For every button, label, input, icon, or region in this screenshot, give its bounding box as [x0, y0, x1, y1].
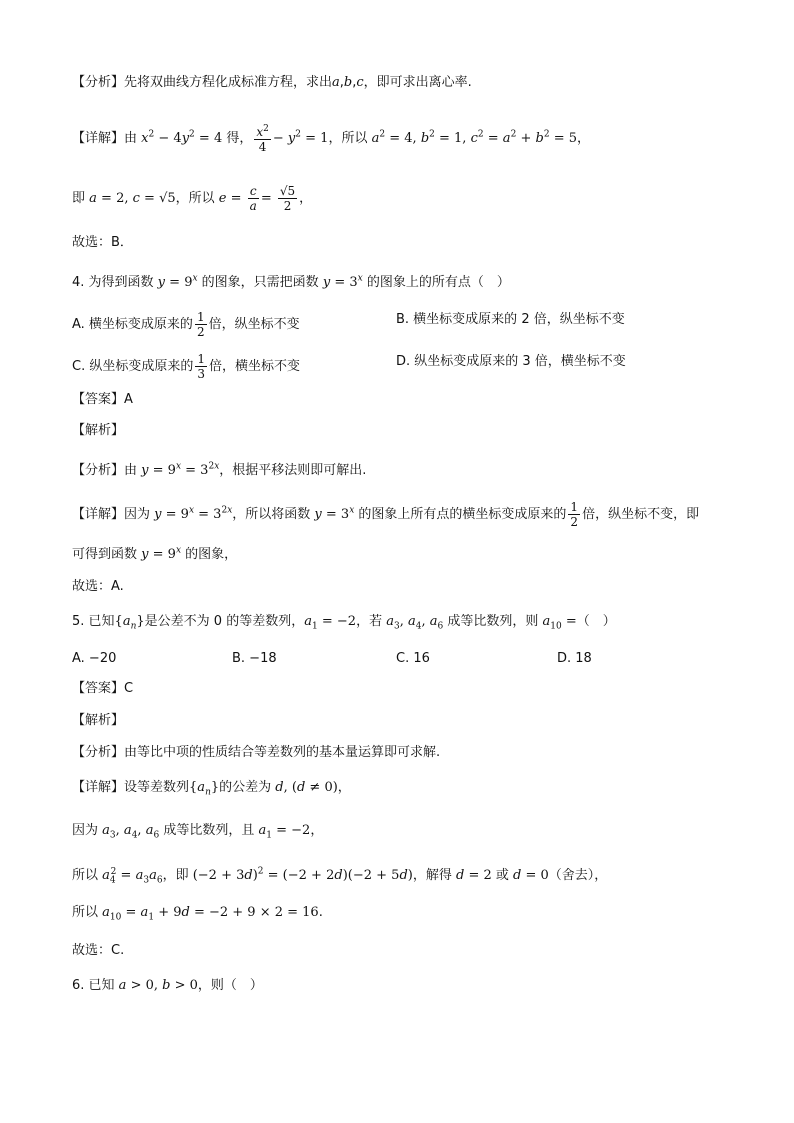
detail-5-line-2: 因为 $a_3$, $a_4$, $a_6$ 成等比数列，且 $a_1 = -2$，	[72, 823, 324, 841]
choice-line-4: 故选：A.	[72, 579, 124, 594]
detail-5-line-3: 所以 $a_4^2 = a_3a_6$，即 $(-2 + 3d)^2 = (-2 + 2d)(-2 + 5d)$，解得 d = 2 或 d = 0（舍去），	[72, 867, 608, 886]
detail-5-line-1: 【详解】设等差数列$\{a_n\}$的公差为 d, (d ≠ 0)，	[72, 780, 351, 798]
choice-line-1: 故选：B．	[72, 235, 133, 250]
analysis-5: 【分析】由等比中项的性质结合等差数列的基本量运算即可求解.	[72, 745, 441, 760]
choice-line-5: 故选：C.	[72, 943, 125, 958]
q5-option-c: C. 16	[396, 651, 430, 666]
q4-option-b: B. 横坐标变成原来的 2 倍，纵坐标不变	[396, 312, 625, 327]
analysis-4: 【分析】由 $y = 9^x = 3^{2x}$，根据平移法则即可解出.	[72, 462, 367, 479]
answer-4: 【答案】A	[72, 392, 133, 407]
q5-option-a: A. −20	[72, 651, 117, 666]
question-6: 6. 已知 a > 0, b > 0，则（ ）	[72, 978, 263, 993]
q5-option-d: D. 18	[557, 651, 592, 666]
solution-5-heading: 【解析】	[72, 713, 125, 728]
detail-line-1: 【详解】由 $x^2 - 4y^2 = 4$ 得， $\frac{x^2}{4}$ − $y^2 = 1$，所以 $a^2 = 4$, $b^2 = 1$, $c^2 = a^2 + b^2 = 5$，	[72, 124, 590, 154]
detail-4-line-1: 【详解】因为 $y = 9^x = 3^{2x}$，所以将函数 $y = 3^x$ 的图象上所有点的横坐标变成原来的 $\frac{1}{2}$ 倍，纵坐标不变，即	[72, 500, 700, 529]
q4-option-a: A. 横坐标变成原来的 $\frac{1}{2}$ 倍，纵坐标不变	[72, 310, 300, 339]
detail-4-line-2: 可得到函数 $y = 9^x$ 的图象，	[72, 546, 238, 563]
analysis-line-1: 【分析】先将双曲线方程化成标准方程，求出a,b,c，即可求出离心率.	[72, 75, 472, 90]
question-5: 5. 已知$\{a_n\}$是公差不为 0 的等差数列，$a_1 = -2$，若 $a_3$, $a_4$, $a_6$ 成等比数列，则 $a_{10}$ =（ ）	[72, 614, 616, 632]
question-4: 4. 为得到函数 $y = 9^x$ 的图象，只需把函数 $y = 3^x$ 的图象上的所有点（ ）	[72, 274, 510, 291]
detail-line-2: 即 a = 2, c = √5，所以 e = $\frac{c}{a}$ = $\frac{√5}{2}$ ，	[72, 184, 313, 213]
q5-option-b: B. −18	[232, 651, 277, 666]
detail-5-line-4: 所以 $a_{10} = a_1 + 9d = -2 + 9 \times 2 = 16$.	[72, 905, 323, 923]
answer-5: 【答案】C	[72, 681, 134, 696]
solution-4-heading: 【解析】	[72, 423, 125, 438]
q4-option-d: D. 纵坐标变成原来的 3 倍，横坐标不变	[396, 354, 626, 369]
q4-option-c: C. 纵坐标变成原来的 $\frac{1}{3}$ 倍，横坐标不变	[72, 352, 300, 381]
